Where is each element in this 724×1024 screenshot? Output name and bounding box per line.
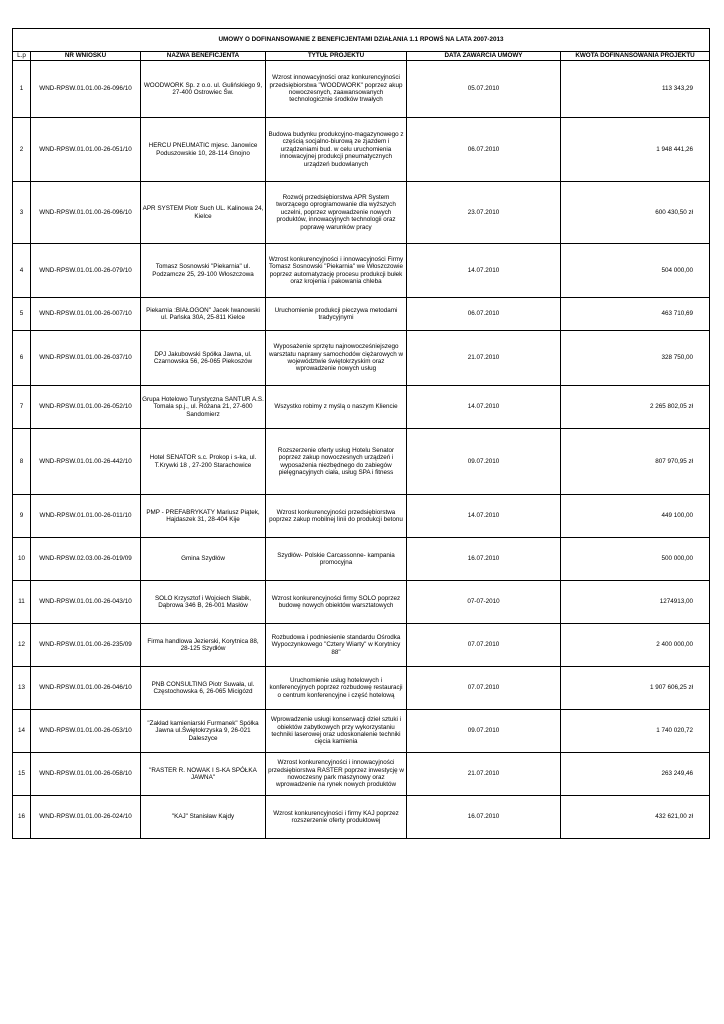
row-number-cell bbox=[13, 796, 31, 839]
funding-amount-cell bbox=[561, 624, 710, 667]
project-title: Wzrost innowacyjności oraz konkurencyjności przedsiębiorstwa "WOODWORK" poprzez akup nowoczesnych, zaawansowanych technologicznie środków trwałych bbox=[269, 74, 403, 104]
funding-amount: 600 430,50 zł bbox=[655, 208, 694, 216]
application-number: WND-RPSW.01.01.00-26-043/10 bbox=[39, 598, 132, 606]
beneficiary-name: Tomasz Sosnowski "Piekarnia" ul. Podzamcze 25, 29-100 Włoszczowa bbox=[152, 263, 254, 278]
beneficiary-name: "Zakład kamieniarski Furmanek" Spółka Jawna ul.Świętokrzyska 9, 26-021 Daleszyce bbox=[147, 719, 259, 742]
table-body bbox=[13, 29, 710, 839]
application-number-cell bbox=[31, 796, 141, 839]
row-number-cell bbox=[13, 538, 31, 581]
row-number: 13 bbox=[17, 684, 25, 692]
table-row bbox=[13, 118, 710, 182]
funding-amount-cell bbox=[561, 61, 710, 118]
funding-amount: 449 100,00 bbox=[661, 512, 694, 520]
application-number: WND-RPSW.01.01.00-26-235/09 bbox=[39, 641, 132, 649]
row-number-cell bbox=[13, 710, 31, 753]
funding-amount: 432 621,00 zł bbox=[655, 813, 694, 821]
agreement-date: 16.07.2010 bbox=[467, 555, 500, 563]
agreement-date: 07-07-2010 bbox=[467, 598, 500, 606]
row-number: 9 bbox=[19, 512, 24, 520]
header-lp: L.p bbox=[13, 52, 31, 61]
table-row bbox=[13, 495, 710, 538]
project-title-cell bbox=[266, 796, 407, 839]
agreement-date-cell bbox=[407, 753, 561, 796]
table-row bbox=[13, 538, 710, 581]
funding-amount-cell bbox=[561, 667, 710, 710]
table-row bbox=[13, 581, 710, 624]
row-number-cell bbox=[13, 298, 31, 331]
beneficiary-name-cell bbox=[141, 753, 266, 796]
table-row bbox=[13, 624, 710, 667]
agreement-date-cell bbox=[407, 182, 561, 244]
row-number-cell bbox=[13, 753, 31, 796]
application-number-cell bbox=[31, 753, 141, 796]
beneficiary-name: Piekarnia :BIAŁOGON" Jacek Iwanowski ul. Pańska 30A, 25-811 Kielce bbox=[146, 306, 260, 321]
row-number: 15 bbox=[17, 770, 25, 778]
beneficiary-name: "KAJ" Stanisław Kajdy bbox=[171, 813, 235, 821]
funding-amount-cell bbox=[561, 710, 710, 753]
funding-amount: 463 710,69 bbox=[661, 310, 694, 318]
project-title-cell bbox=[266, 182, 407, 244]
project-title-cell bbox=[266, 753, 407, 796]
project-title: Wzrost konkurencyjności i innowacyjności Firmy Tomasz Sosnowski "Piekarnia" we Włoszczowie poprzez automatyzację procesu produkcji bułek oraz krojenia i pakowania chleba bbox=[268, 255, 404, 285]
beneficiary-name: SOLO Krzysztof i Wojciech Słabik, Dąbrowa 346 B, 26-001 Masłów bbox=[154, 594, 252, 609]
row-number: 4 bbox=[19, 266, 24, 274]
application-number-cell bbox=[31, 538, 141, 581]
funding-amount-cell bbox=[561, 495, 710, 538]
row-number-cell bbox=[13, 182, 31, 244]
row-number: 12 bbox=[17, 641, 25, 649]
table-row bbox=[13, 667, 710, 710]
beneficiary-name-cell bbox=[141, 538, 266, 581]
beneficiary-name: Gmina Szydłów bbox=[181, 555, 225, 563]
agreement-date-cell bbox=[407, 538, 561, 581]
funding-amount-cell bbox=[561, 386, 710, 429]
funding-amount: 500 000,00 bbox=[661, 555, 694, 563]
agreement-date: 07.07.2010 bbox=[467, 641, 500, 649]
application-number: WND-RPSW.01.01.00-26-011/10 bbox=[39, 512, 132, 520]
row-number-cell bbox=[13, 667, 31, 710]
project-title: Wzrost konkurencyjności firmy SOLO poprzez budowę nowych obiektów warsztatowych bbox=[271, 594, 401, 609]
funding-amount-cell bbox=[561, 581, 710, 624]
project-title-cell bbox=[266, 710, 407, 753]
table-row bbox=[13, 796, 710, 839]
table-row bbox=[13, 753, 710, 796]
application-number-cell bbox=[31, 331, 141, 386]
beneficiary-name-cell bbox=[141, 118, 266, 182]
application-number: WND-RPSW.01.01.00-26-007/10 bbox=[39, 310, 132, 318]
agreement-date: 14.07.2010 bbox=[467, 266, 500, 274]
beneficiary-name-cell bbox=[141, 796, 266, 839]
application-number: WND-RPSW.01.01.00-26-046/10 bbox=[39, 684, 132, 692]
row-number-cell bbox=[13, 495, 31, 538]
application-number: WND-RPSW.01.01.00-26-096/10 bbox=[39, 85, 132, 93]
header-funding-amount: KWOTA DOFINANSOWANIA PROJEKTU bbox=[561, 52, 710, 61]
application-number-cell bbox=[31, 581, 141, 624]
project-title-cell bbox=[266, 667, 407, 710]
agreement-date-cell bbox=[407, 796, 561, 839]
agreement-date-cell bbox=[407, 386, 561, 429]
beneficiary-name: WOODWORK Sp. z o.o. ul. Gulińskiego 9, 27-400 Ostrowiec Św. bbox=[143, 81, 263, 96]
agreement-date-cell bbox=[407, 429, 561, 495]
row-number: 1 bbox=[19, 85, 24, 93]
beneficiary-name-cell bbox=[141, 581, 266, 624]
funding-amount-cell bbox=[561, 118, 710, 182]
beneficiary-name-cell bbox=[141, 182, 266, 244]
row-number: 6 bbox=[19, 354, 24, 362]
beneficiary-name-cell bbox=[141, 244, 266, 298]
table-row bbox=[13, 61, 710, 118]
application-number: WND-RPSW.01.01.00-26-037/10 bbox=[39, 354, 132, 362]
funding-amount: 1274913,00 bbox=[659, 598, 694, 606]
agreement-date-cell bbox=[407, 581, 561, 624]
agreement-date-cell bbox=[407, 495, 561, 538]
document-table-container bbox=[12, 28, 709, 839]
agreement-date: 09.07.2010 bbox=[467, 457, 500, 465]
funding-amount: 504 000,00 bbox=[661, 266, 694, 274]
funding-amount-cell bbox=[561, 182, 710, 244]
agreement-date-cell bbox=[407, 624, 561, 667]
header-agreement-date: DATA ZAWARCIA UMOWY bbox=[407, 52, 561, 61]
project-title: Rozbudowa i podniesienie standardu Ośrodka Wypoczynkowego "Cztery Wiarty" w Korytnicy 88" bbox=[271, 633, 401, 656]
row-number: 11 bbox=[18, 598, 25, 606]
funding-amount: 807 970,95 zł bbox=[655, 457, 694, 465]
funding-amount-cell bbox=[561, 429, 710, 495]
project-title-cell bbox=[266, 118, 407, 182]
application-number: WND-RPSW.01.01.00-26-052/10 bbox=[39, 403, 132, 411]
application-number-cell bbox=[31, 667, 141, 710]
agreement-date-cell bbox=[407, 61, 561, 118]
row-number-cell bbox=[13, 331, 31, 386]
table-row bbox=[13, 244, 710, 298]
project-title: Szydłów- Polskie Carcassonne- kampania promocyjna bbox=[277, 551, 395, 566]
funding-amount: 1 907 606,25 zł bbox=[649, 684, 694, 692]
beneficiary-name: Grupa Hotelowo Turystyczna SANTUR A.S. Tomala sp.j., ul. Różana 21, 27-600 Sandomierz bbox=[142, 395, 264, 418]
title-row bbox=[13, 29, 710, 52]
row-number: 3 bbox=[19, 208, 24, 216]
project-title: Wyposażenie sprzętu najnowocześniejszego warsztatu naprawy samochodów ciężarowych w województwie świętokrzyskim oraz wprowadzenie nowych usług bbox=[268, 343, 404, 373]
beneficiary-name-cell bbox=[141, 429, 266, 495]
row-number: 7 bbox=[19, 403, 24, 411]
funding-amount-cell bbox=[561, 538, 710, 581]
project-title: Uruchomienie usług hotelowych i konferencyjnych poprzez rozbudowę restauracji o centrum konferencyjne i część hotelową bbox=[269, 676, 403, 699]
beneficiary-name-cell bbox=[141, 331, 266, 386]
application-number: WND-RPSW.01.01.00-26-024/10 bbox=[39, 813, 132, 821]
application-number-cell bbox=[31, 182, 141, 244]
project-title-cell bbox=[266, 61, 407, 118]
beneficiary-name-cell bbox=[141, 710, 266, 753]
row-number: 8 bbox=[19, 457, 24, 465]
header-beneficiary-name: NAZWA BENEFICJENTA bbox=[141, 52, 266, 61]
project-title-cell bbox=[266, 331, 407, 386]
row-number: 2 bbox=[19, 145, 24, 153]
project-title: Budowa budynku produkcyjno-magazynowego z częścią socjalno-biurową ze zjazdem i urządzeniami bud. w celu uruchomienia innowacyjnej produkcji pneumatycznych urządzeń budowlanych bbox=[268, 130, 404, 168]
funding-amount-cell bbox=[561, 796, 710, 839]
table-row bbox=[13, 429, 710, 495]
table-row bbox=[13, 182, 710, 244]
row-number: 5 bbox=[19, 310, 24, 318]
funding-amount: 2 265 802,05 zł bbox=[649, 403, 694, 411]
project-title: Rozszerzenie oferty usług Hotelu Senator poprzez zakup nowoczesnych urządzeń i wyposażenia niezbędnego do zabiegów pielęgnacyjnych ciała, usług SPA i fitness bbox=[277, 446, 395, 476]
agreement-date: 05.07.2010 bbox=[467, 85, 500, 93]
row-number: 14 bbox=[17, 727, 25, 735]
beneficiary-name-cell bbox=[141, 624, 266, 667]
application-number: WND-RPSW.01.01.00-26-051/10 bbox=[39, 145, 132, 153]
project-title-cell bbox=[266, 386, 407, 429]
application-number-cell bbox=[31, 61, 141, 118]
agreement-date: 16.07.2010 bbox=[467, 813, 500, 821]
application-number-cell bbox=[31, 429, 141, 495]
table-row bbox=[13, 710, 710, 753]
beneficiary-name: PNB CONSULTING Piotr Suwała, ul. Częstochowska 6, 26-065 Micigózd bbox=[151, 680, 255, 695]
beneficiary-name: Firma handlowa Jezierski, Korytnica 88, 28-125 Szydłów bbox=[147, 637, 259, 652]
application-number-cell bbox=[31, 298, 141, 331]
application-number: WND-RPSW.02.03.00-26-019/09 bbox=[39, 555, 132, 563]
agreement-date: 14.07.2010 bbox=[467, 403, 500, 411]
agreement-date: 06.07.2010 bbox=[467, 310, 500, 318]
row-number-cell bbox=[13, 581, 31, 624]
project-title: Wzrost konkurencyjności i firmy KAJ poprzez rozszerzenie oferty produktowej bbox=[273, 809, 399, 824]
beneficiary-name: Hotel SENATOR s.c. Prokop i s-ka, ul. T.Krywki 18 , 27-200 Starachowice bbox=[149, 454, 257, 469]
project-title-cell bbox=[266, 538, 407, 581]
application-number: WND-RPSW.01.01.00-26-053/10 bbox=[39, 727, 132, 735]
project-title-cell bbox=[266, 624, 407, 667]
agreement-date: 23.07.2010 bbox=[467, 208, 500, 216]
beneficiary-name-cell bbox=[141, 667, 266, 710]
application-number-cell bbox=[31, 624, 141, 667]
row-number-cell bbox=[13, 61, 31, 118]
funding-amount: 113 343,29 bbox=[661, 85, 694, 93]
project-title-cell bbox=[266, 298, 407, 331]
application-number-cell bbox=[31, 118, 141, 182]
funding-amount: 1 948 441,26 bbox=[656, 145, 694, 153]
header-row bbox=[13, 52, 710, 61]
agreement-date: 06.07.2010 bbox=[467, 145, 500, 153]
application-number: WND-RPSW.01.01.00-26-058/10 bbox=[39, 770, 132, 778]
table-title: UMOWY O DOFINANSOWANIE Z BENEFICJENTAMI DZIAŁANIA 1.1 RPOWŚ NA LATA 2007-2013 bbox=[13, 29, 710, 52]
row-number-cell bbox=[13, 244, 31, 298]
application-number: WND-RPSW.01.01.00-26-442/10 bbox=[39, 457, 132, 465]
agreement-date: 21.07.2010 bbox=[467, 354, 500, 362]
funding-amount: 1 740 020,72 bbox=[656, 727, 694, 735]
beneficiary-name: DPJ Jakubowski Spółka Jawna, ul. Czarnowska 56, 26-065 Piekoszów bbox=[153, 350, 253, 365]
agreement-date-cell bbox=[407, 331, 561, 386]
table-row bbox=[13, 298, 710, 331]
agreement-date: 07.07.2010 bbox=[467, 684, 500, 692]
project-title: Wzrost konkurencyjności i innowacyjności przedsiębiorstwa RASTER poprzez inwestycję w nowoczesny park maszynowy oraz wprowadzenie na rynek nowych produktów bbox=[268, 759, 404, 789]
agreement-date: 14.07.2010 bbox=[467, 512, 500, 520]
agreement-date-cell bbox=[407, 244, 561, 298]
row-number-cell bbox=[13, 386, 31, 429]
beneficiary-name: HERCU PNEUMATIC mjesc. Janowice Poduszowskie 10, 28-114 Gnojno bbox=[148, 142, 258, 157]
application-number-cell bbox=[31, 495, 141, 538]
beneficiary-name: PMP - PREFABRYKATY Mariusz Piątek, Hajdaszek 31, 28-404 Kije bbox=[146, 508, 260, 523]
project-title: Wprowadzenie usługi konserwacji dzieł sztuki i obiektów zabytkowych przy wykorzystaniu techniki laserowej oraz udoskonalenie techniki cięcia kamienia bbox=[270, 716, 402, 746]
funding-amount: 328 750,00 bbox=[661, 354, 694, 362]
beneficiary-name: "RASTER R. NOWAK I S-KA SPÓŁKA JAWNA" bbox=[149, 766, 257, 781]
agreement-date: 09.07.2010 bbox=[467, 727, 500, 735]
funding-amount-cell bbox=[561, 298, 710, 331]
funding-amount-cell bbox=[561, 244, 710, 298]
row-number-cell bbox=[13, 429, 31, 495]
application-number: WND-RPSW.01.01.00-26-096/10 bbox=[39, 208, 132, 216]
row-number: 16 bbox=[17, 813, 25, 821]
header-project-title: TYTUŁ PROJEKTU bbox=[266, 52, 407, 61]
application-number-cell bbox=[31, 386, 141, 429]
beneficiary-name-cell bbox=[141, 386, 266, 429]
project-title: Uruchomienie produkcji pieczywa metodami tradycyjnymi bbox=[274, 306, 398, 321]
beneficiary-name-cell bbox=[141, 298, 266, 331]
row-number-cell bbox=[13, 118, 31, 182]
funding-amount-cell bbox=[561, 331, 710, 386]
project-title-cell bbox=[266, 429, 407, 495]
project-title: Wzrost konkurencyjności przedsiębiorstwa poprzez zakup mobilnej linii do produkcji betonu bbox=[269, 508, 403, 523]
funding-amount: 263 249,46 bbox=[661, 770, 694, 778]
project-title: Rozwój przedsiębiorstwa APR System tworzącego oprogramowanie dla wyższych uczelni, poprzez wprowadzenie nowych produktów, innowacyjnych technologii oraz poprawę warunków pracy bbox=[276, 193, 396, 231]
agreement-date-cell bbox=[407, 710, 561, 753]
row-number-cell bbox=[13, 624, 31, 667]
agreement-date: 21.07.2010 bbox=[467, 770, 500, 778]
application-number-cell bbox=[31, 710, 141, 753]
agreements-table bbox=[12, 28, 710, 839]
row-number: 10 bbox=[17, 555, 25, 563]
project-title-cell bbox=[266, 495, 407, 538]
beneficiary-name-cell bbox=[141, 61, 266, 118]
beneficiary-name: APR SYSTEM Piotr Such UL. Kalinowa 24, Kielce bbox=[142, 205, 264, 220]
project-title: Wszystko robimy z myślą o naszym Kliencie bbox=[274, 403, 398, 411]
header-application-number: NR WNIOSKU bbox=[31, 52, 141, 61]
agreement-date-cell bbox=[407, 118, 561, 182]
table-row bbox=[13, 331, 710, 386]
agreement-date-cell bbox=[407, 298, 561, 331]
beneficiary-name-cell bbox=[141, 495, 266, 538]
project-title-cell bbox=[266, 244, 407, 298]
funding-amount-cell bbox=[561, 753, 710, 796]
table-row bbox=[13, 386, 710, 429]
application-number: WND-RPSW.01.01.00-26-079/10 bbox=[39, 266, 132, 274]
project-title-cell bbox=[266, 581, 407, 624]
agreement-date-cell bbox=[407, 667, 561, 710]
funding-amount: 2 400 000,00 bbox=[656, 641, 694, 649]
application-number-cell bbox=[31, 244, 141, 298]
